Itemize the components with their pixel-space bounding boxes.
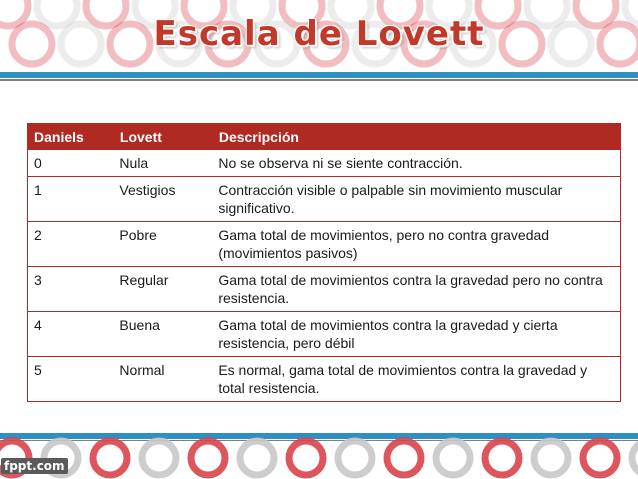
cell-descripcion: Es normal, gama total de movimientos contra la gravedad y total resistencia. <box>212 357 620 402</box>
cell-daniels: 2 <box>28 222 114 267</box>
top-grey-rule <box>0 79 638 81</box>
cell-lovett: Buena <box>113 312 212 357</box>
table-header-row <box>28 124 621 150</box>
table-row <box>28 177 621 222</box>
cell-lovett: Regular <box>113 267 212 312</box>
cell-daniels: 3 <box>28 267 114 312</box>
bottom-ring-border <box>0 428 638 479</box>
ring-decoration <box>485 441 519 475</box>
ring-decoration <box>387 441 421 475</box>
cell-daniels: 5 <box>28 357 114 402</box>
table-row <box>28 222 621 267</box>
ring-decoration <box>338 441 372 475</box>
ring-decoration <box>632 441 638 475</box>
ring-decoration <box>191 441 225 475</box>
ring-decoration <box>142 441 176 475</box>
cell-lovett: Normal <box>113 357 212 402</box>
cell-daniels: 1 <box>28 177 114 222</box>
table-row <box>28 312 621 357</box>
fppt-watermark: fppt.com <box>1 458 68 474</box>
cell-descripcion: Gama total de movimientos contra la gravedad y cierta resistencia, pero débil <box>212 312 620 357</box>
cell-descripcion: Contracción visible o palpable sin movimiento muscular significativo. <box>212 177 620 222</box>
cell-daniels: 4 <box>28 312 114 357</box>
ring-decoration <box>534 441 568 475</box>
slide-title: Escala de Lovett <box>153 14 485 54</box>
cell-lovett: Vestigios <box>113 177 212 222</box>
cell-daniels: 0 <box>28 150 114 177</box>
ring-decoration <box>436 441 470 475</box>
cell-descripcion: Gama total de movimientos contra la gravedad pero no contra resistencia. <box>212 267 620 312</box>
ring-decoration <box>93 441 127 475</box>
table-row <box>28 267 621 312</box>
header-daniels: Daniels <box>28 124 114 150</box>
ring-decoration <box>240 441 274 475</box>
header-descripcion: Descripción <box>212 124 620 150</box>
lovett-scale-table <box>27 123 621 402</box>
header-lovett: Lovett <box>113 124 212 150</box>
table-row <box>28 150 621 177</box>
cell-descripcion: Gama total de movimientos, pero no contra gravedad (movimientos pasivos) <box>212 222 620 267</box>
cell-lovett: Pobre <box>113 222 212 267</box>
ring-decoration <box>289 441 323 475</box>
bottom-rings-decoration <box>0 428 638 479</box>
ring-decoration <box>583 441 617 475</box>
top-blue-stripe <box>0 72 638 78</box>
cell-lovett: Nula <box>113 150 212 177</box>
cell-descripcion: No se observa ni se siente contracción. <box>212 150 620 177</box>
table-row <box>28 357 621 402</box>
